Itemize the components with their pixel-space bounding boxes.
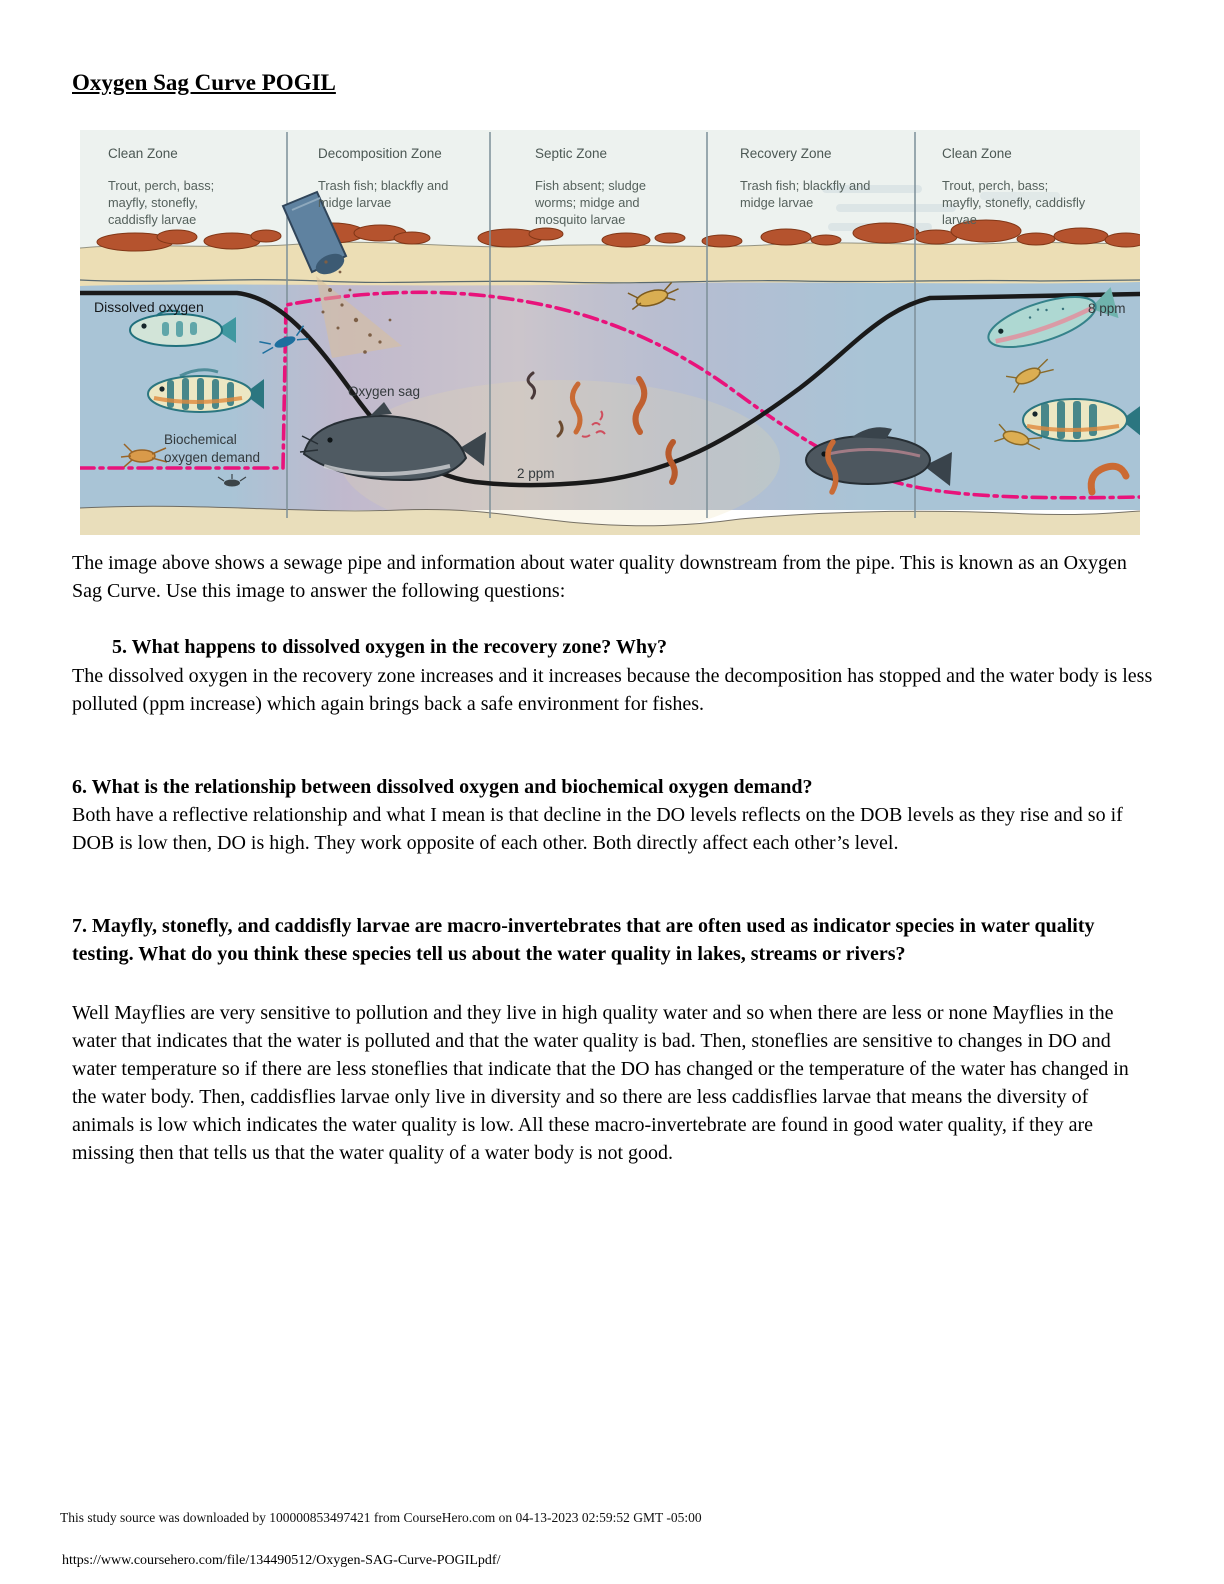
zone-3-species-line-3: mosquito larvae (535, 212, 626, 227)
zone-4-species-line-1: Trash fish; blackfly and (740, 178, 871, 193)
zone-2-species-line-2: midge larvae (318, 195, 392, 210)
low-ppm-label: 2 ppm (517, 466, 555, 481)
question-5-answer: The dissolved oxygen in the recovery zone increases and it increases because the decomposition has stopped and the water body is less polluted (ppm increase) which again brings back a safe environment for fishes. (72, 665, 1153, 715)
bod-label-line-2: oxygen demand (164, 450, 261, 465)
question-7-heading: 7. Mayfly, stonefly, and caddisfly larvae are macro-invertebrates that are often used as indicator species in water quality testing. What do you think these species tell us about the water quality in lakes, streams or rivers? (72, 915, 1095, 965)
question-5-heading: 5. What happens to dissolved oxygen in the recovery zone? Why? (112, 636, 668, 658)
high-ppm-label: 8 ppm (1088, 301, 1126, 316)
zone-5-title: Clean Zone (942, 146, 1012, 161)
zone-2-species-line-1: Trash fish; blackfly and (318, 178, 449, 193)
download-attribution: This study source was downloaded by 100000853497421 from CourseHero.com on 04-13-2023 02:59:52 GMT -05:00 (60, 1510, 702, 1525)
zone-1-species-line-2: mayfly, stonefly, (108, 195, 198, 210)
page-title: Oxygen Sag Curve POGIL (72, 70, 336, 95)
zone-5-species-line-3: larvae (942, 212, 977, 227)
zone-5-species-line-2: mayfly, stonefly, caddisfly (942, 195, 1086, 210)
question-6-answer: Both have a reflective relationship and what I mean is that decline in the DO levels reflects on the DOB levels as they rise and so if DOB is low then, DO is high. They work opposite of each other. Both directly affect each other’s level. (72, 804, 1123, 854)
zone-1-species-line-1: Trout, perch, bass; (108, 178, 215, 193)
zone-3-title: Septic Zone (535, 146, 608, 161)
source-url-link[interactable]: https://www.coursehero.com/file/134490512/Oxygen-SAG-Curve-POGILpdf/ (62, 1553, 501, 1568)
zone-3-species-line-1: Fish absent; sludge (535, 178, 646, 193)
zone-1-title: Clean Zone (108, 146, 178, 161)
zone-1-species-line-3: caddisfly larvae (108, 212, 197, 227)
oxygen-sag-diagram-svg (80, 130, 1140, 535)
dissolved-oxygen-label: Dissolved oxygen (94, 299, 204, 315)
oxygen-sag-label: Oxygen sag (348, 384, 421, 399)
zone-5-species-line-1: Trout, perch, bass; (942, 178, 1049, 193)
zone-4-species-line-2: midge larvae (740, 195, 814, 210)
bod-label-line-1: Biochemical (164, 432, 237, 447)
question-6-heading: 6. What is the relationship between dissolved oxygen and biochemical oxygen demand? (72, 776, 813, 798)
zone-2-title: Decomposition Zone (318, 146, 442, 161)
zone-3-species-line-2: worms; midge and (535, 195, 640, 210)
intro-paragraph: The image above shows a sewage pipe and information about water quality downstream from the pipe. This is known as an Oxygen Sag Curve. Use this image to answer the following questions: (72, 552, 1127, 602)
zone-4-title: Recovery Zone (740, 146, 832, 161)
oxygen-sag-diagram (80, 130, 1140, 535)
question-7-answer: Well Mayflies are very sensitive to pollution and they live in high quality water and so when there are less or none Mayflies in the water that indicates that the water is polluted and that the water quality is bad. Then, stoneflies are sensitive to changes in DO and water temperature so if there are less stoneflies that indicate that the DO has changed or the temperature of the water has changed in the water body. Then, caddisflies larvae only live in diversity and so there are less caddisflies larvae that means the diversity of animals is low which indicates the water quality is low. All these macro-invertebrate are found in good water quality, if they are missing then that tells us that the water quality of a water body is not good. (72, 1002, 1129, 1164)
